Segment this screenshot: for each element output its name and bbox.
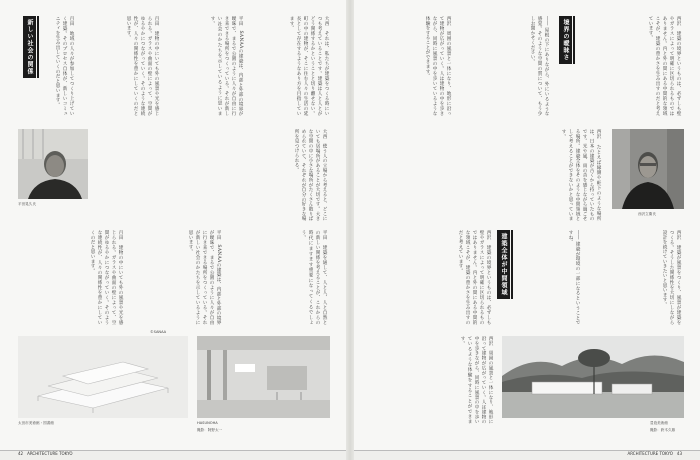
text-column: 平田 SANAAの建築は、内部と外部の境界が曖昧で、まるで公園のように人々が自由に行き来できる場所をつくっている。それが新しい社会のかたちを示しているように思います。 (188, 230, 221, 325)
left-page (0, 0, 346, 460)
interior-icon (197, 336, 330, 418)
text-column: 西沢 周囲の風景と一体になり、地形に沿って建物が広がっていく。人は建物の中を歩きながら、同時に風景の中を歩いているような体験をすることができます。 (425, 16, 451, 116)
building-model-icon (18, 336, 188, 418)
landscape-photo (502, 336, 684, 418)
text-column: 西沢 建築が風景をつくり、風景が建築をつくる。そうした関係性を大切にしながら設計を続けていきたいと思います。 (662, 230, 681, 325)
portrait-photo-left (18, 129, 88, 199)
interior-caption: HASUNOHA (197, 421, 218, 425)
portrait-caption-left: 平田晃久氏 (18, 202, 36, 206)
landscape-credit: 撮影：鈴木久雄 (650, 428, 676, 432)
landscape-caption: 豊島美術館 (650, 421, 668, 425)
text-column: ―― 建築が環境の一部になるということですね。 (568, 230, 580, 325)
landscape-icon (502, 336, 684, 418)
text-column: 百田 地域の人々が参加してつくり上げていく建築。そのプロセス自体が、新しいコミュニティを生み出していくのだと思います。 (55, 16, 74, 116)
portrait-photo-right (612, 129, 684, 209)
model-photo (18, 336, 188, 418)
text-column: 西沢 建築の境界というものは、必ずしも壁やガラスによって明確に区切られるものではありません。内と外の間にある中間的な領域こそが、建築の豊かさを生み出すのだと考えています。 (458, 230, 491, 325)
section-heading-right-2: 建築全体が中間領域 (497, 230, 510, 299)
text-column: 西沢 建築の境界というものは、必ずしも壁やガラスによって明確に区切られるものではありません。内と外の間にある中間的な領域こそが、建築の豊かさを生み出すのだと考えています。 (648, 16, 681, 116)
interior-photo (197, 336, 330, 418)
gutter (346, 0, 354, 460)
folio-left: 42 ARCHITECTURE TOKYO (18, 451, 73, 456)
text-column: 百田 建物の中にいても外の風景や光を感じられる。ガラスや曲面の壁によって、空間がゆるやかにつながっていく。そのような連続性が、人々の関係性を豊かにしていくのだと思います。 (126, 16, 159, 116)
text-column: 平田 SANAAの建築は、内部と外部の境界が曖昧で、まるで公園のように人々が自由に行き来できる場所をつくっている。それが新しい社会のかたちを示しているように思います。 (210, 16, 243, 116)
text-column: 大西 それは、私たちが建築をつくる時にいつも考えていることです。建築は人と人とがどう関係するかということと切り離せない。町の中の建物が、そこに住む人々の生活の延長として存在するようなあり方を目指しています。 (289, 16, 329, 116)
text-column: 平田 建築を通して、人と人、人と自然との新しい関係を考えることが、これからの時代にますます重要になってくるでしょう。 (301, 230, 327, 325)
person-icon (18, 129, 88, 199)
text-column: 西沢 周囲の風景と一体になり、地形に沿って建物が広がっていく。人は建物の中を歩きながら、同時に風景の中を歩いているような体験をすることができます。 (460, 336, 493, 424)
person-icon (612, 129, 684, 209)
text-column: 百田 建物の中にいても外の風景や光を感じられる。ガラスや曲面の壁によって、空間がゆるやかにつながっていく。そのような連続性が、人々の関係性を豊かにしていくのだと思います。 (90, 230, 123, 325)
text-column: 西沢 たとえば縁側や軒下のような場所は、日本の建築が古くから持っていたものです。光や風、雨の音を感じながら過ごせる場所。建築全体をそのような中間領域として考えることができないかと思っています。 (561, 129, 601, 221)
right-page (354, 0, 700, 460)
text-column: ―― 屋根の下にありながら、外にいるような感覚。そのような空間の質について、もう少しお聞かせください。 (530, 16, 549, 116)
model-caption: 太田市美術館・図書館 (18, 421, 54, 425)
model-credit: ©SANAA (150, 330, 167, 334)
section-heading-right: 境界の曖昧さ (559, 16, 572, 64)
text-column: 大西 使う人の立場から考えると、どこにいても居場所があることが大切です。大きな空間の中に小さな場所がたくさん散りばめられていて、それぞれが自分の好きな場所を見つけられる。 (294, 129, 327, 221)
folio-right: ARCHITECTURE TOKYO 43 (627, 451, 682, 456)
section-heading-left: 新しい社会の関係 (23, 16, 36, 78)
portrait-caption-right: 西沢立衛氏 (638, 212, 656, 216)
interior-credit: 撮影：阿野太一 (197, 428, 223, 432)
